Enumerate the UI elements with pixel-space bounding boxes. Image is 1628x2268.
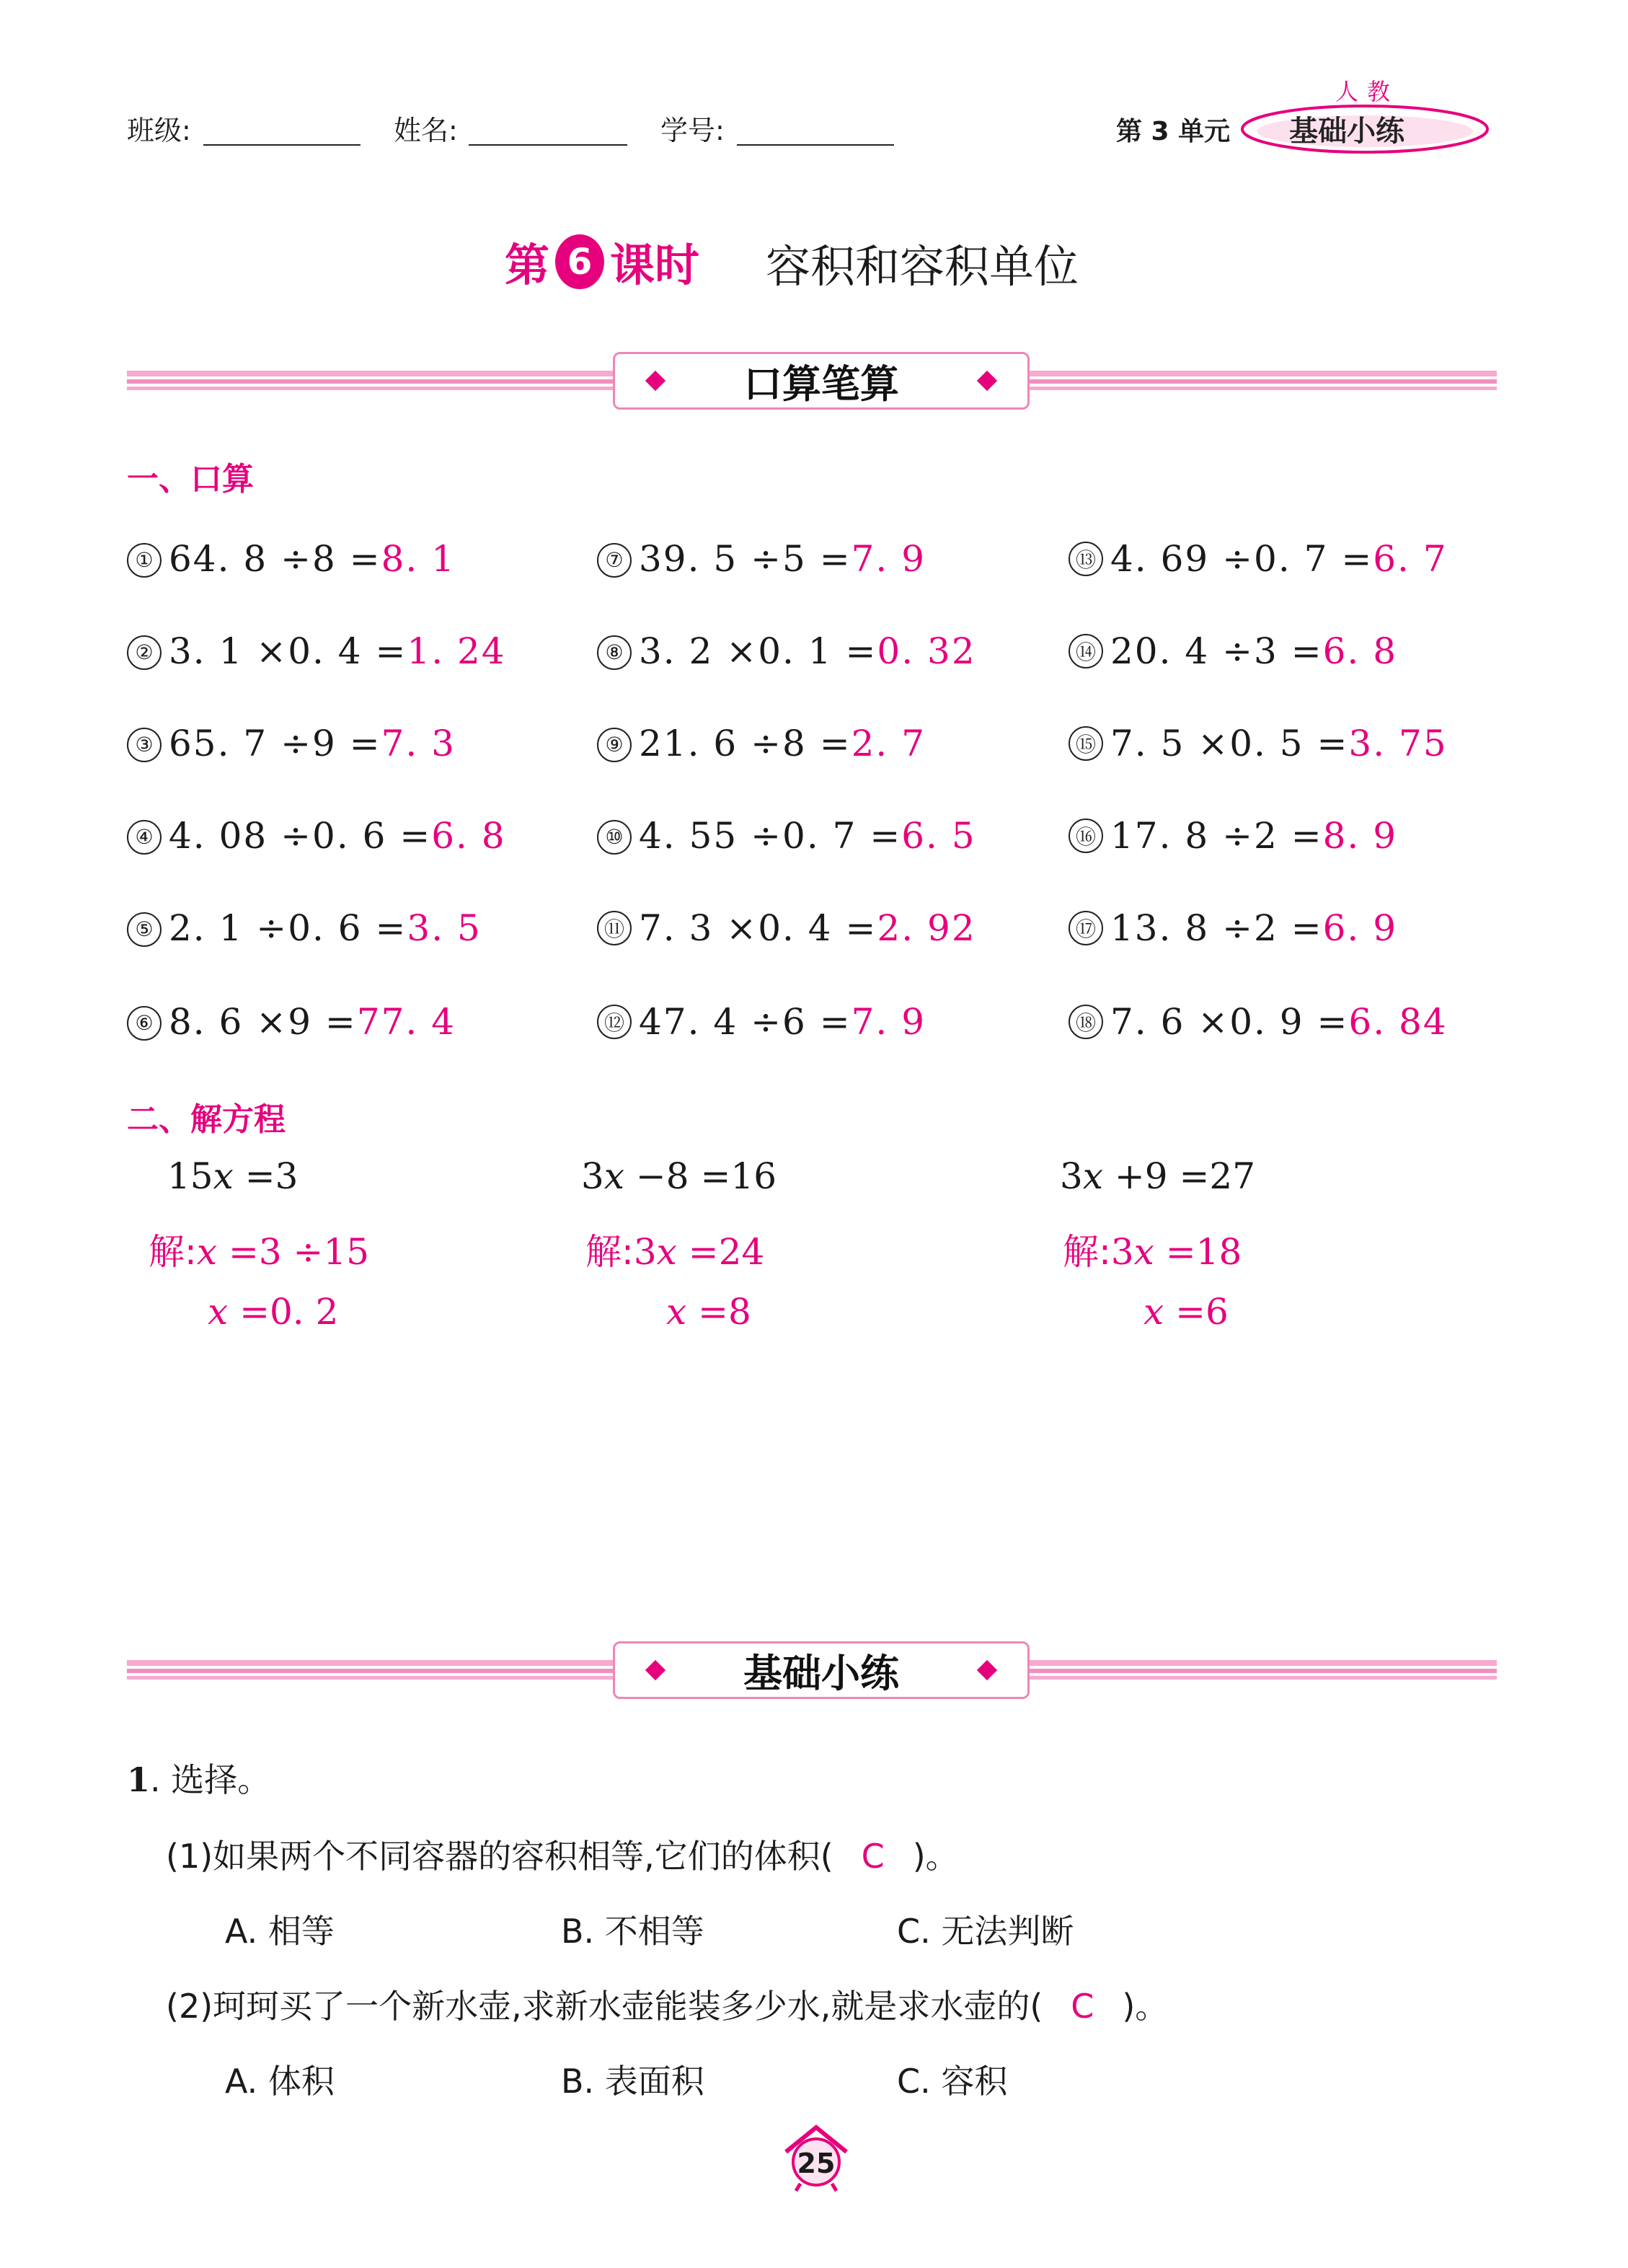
calc-answer: 2. 92 xyxy=(877,907,976,949)
calc-answer: 1. 24 xyxy=(407,630,506,672)
calc-item: ④ 4. 08 ÷0. 6 =6. 8 xyxy=(127,815,506,857)
oral-calc-heading: 一、口算 xyxy=(127,461,254,498)
diamond-icon xyxy=(645,371,665,391)
calc-item: ⑩ 4. 55 ÷0. 7 =6. 5 xyxy=(597,815,976,857)
calc-item: ⑨ 21. 6 ÷8 =2. 7 xyxy=(597,723,926,764)
diamond-icon xyxy=(645,1660,665,1680)
lesson-suffix: 课时 xyxy=(610,239,700,291)
lesson-prefix: 第 xyxy=(505,239,550,291)
section-banner-2 xyxy=(613,1641,1030,1699)
calc-answer: 2. 7 xyxy=(851,723,926,764)
calc-answer: 8. 9 xyxy=(1322,815,1398,857)
option-b[interactable]: B. 不相等 xyxy=(561,1912,704,1951)
calc-answer: 6. 7 xyxy=(1373,538,1448,580)
calc-item: ⑤ 2. 1 ÷0. 6 =3. 5 xyxy=(127,907,482,949)
option-b[interactable]: B. 表面积 xyxy=(561,2062,704,2101)
section-title: 基础小练 xyxy=(743,1650,899,1696)
calc-item: ⑰ 13. 8 ÷2 =6. 9 xyxy=(1069,907,1397,949)
unit-label: 第 3 单元 xyxy=(1116,117,1231,146)
brand-main: 基础小练 xyxy=(1289,115,1404,148)
id-field[interactable] xyxy=(737,112,894,146)
equation: 3x +9 =27 xyxy=(1060,1155,1256,1197)
name-field[interactable] xyxy=(469,112,627,146)
calc-item: ⑯ 17. 8 ÷2 =8. 9 xyxy=(1069,815,1397,857)
calc-item: ⑧ 3. 2 ×0. 1 =0. 32 xyxy=(597,630,976,672)
calc-item: ⑮ 7. 5 ×0. 5 =3. 75 xyxy=(1069,723,1448,764)
diamond-icon xyxy=(977,1660,997,1680)
calc-answer: 6. 84 xyxy=(1348,1001,1448,1043)
solution-result: x =8 xyxy=(666,1291,751,1333)
calc-answer: 8. 1 xyxy=(381,538,456,580)
solution-step: 解:3x =24 xyxy=(585,1231,765,1273)
lesson-number-badge: 6 xyxy=(555,234,604,289)
section-title: 口算笔算 xyxy=(743,361,899,407)
sub-question-1: (1)如果两个不同容器的容积相等,它们的体积( C )。 xyxy=(166,1837,959,1876)
calc-item: ② 3. 1 ×0. 4 =1. 24 xyxy=(127,630,506,672)
calc-item: ⑭ 20. 4 ÷3 =6. 8 xyxy=(1069,630,1397,672)
calc-answer: 6. 8 xyxy=(1322,630,1398,672)
calc-item: ⑦ 39. 5 ÷5 =7. 9 xyxy=(597,538,926,580)
calc-answer: 0. 32 xyxy=(877,630,976,672)
calc-item: ⑬ 4. 69 ÷0. 7 =6. 7 xyxy=(1069,538,1448,580)
solution-result: x =0. 2 xyxy=(208,1291,339,1333)
option-c[interactable]: C. 容积 xyxy=(897,2062,1008,2101)
name-label: 姓名: xyxy=(394,115,458,146)
answer-blank[interactable]: C xyxy=(861,1837,885,1876)
calc-answer: 77. 4 xyxy=(356,1001,456,1043)
calc-answer: 7. 9 xyxy=(851,1001,926,1043)
option-a[interactable]: A. 相等 xyxy=(225,1912,335,1951)
answer-blank[interactable]: C xyxy=(1071,1987,1094,2026)
equation: 3x −8 =16 xyxy=(581,1155,777,1197)
calc-item: ③ 65. 7 ÷9 =7. 3 xyxy=(127,723,456,764)
calc-answer: 3. 5 xyxy=(407,907,482,949)
sub-question-2: (2)珂珂买了一个新水壶,求新水壶能装多少水,就是求水壶的( C )。 xyxy=(166,1987,1169,2026)
option-a[interactable]: A. 体积 xyxy=(225,2062,335,2101)
class-field[interactable] xyxy=(203,112,360,146)
calc-item: ⑪ 7. 3 ×0. 4 =2. 92 xyxy=(597,907,976,949)
calc-item: ⑫ 47. 4 ÷6 =7. 9 xyxy=(597,1001,926,1043)
class-label: 班级: xyxy=(127,115,191,146)
calc-answer: 6. 9 xyxy=(1322,907,1398,949)
section-banner-1 xyxy=(613,352,1030,410)
brand-top: 人教 xyxy=(1335,78,1399,105)
calc-answer: 3. 75 xyxy=(1348,723,1448,764)
solution-step: 解:x =3 ÷15 xyxy=(149,1231,370,1273)
calc-answer: 7. 3 xyxy=(381,723,456,764)
equation-heading: 二、解方程 xyxy=(127,1101,286,1138)
id-label: 学号: xyxy=(660,115,725,146)
page-title: 容积和容积单位 xyxy=(766,240,1079,293)
calc-item: ⑱ 7. 6 ×0. 9 =6. 84 xyxy=(1069,1001,1448,1043)
question-1-heading: 1. 选择。 xyxy=(127,1760,271,1799)
calc-item: ⑥ 8. 6 ×9 =77. 4 xyxy=(127,1001,456,1043)
calc-item: ① 64. 8 ÷8 =8. 1 xyxy=(127,538,456,580)
solution-result: x =6 xyxy=(1143,1291,1229,1333)
lesson-number xyxy=(505,229,699,294)
diamond-icon xyxy=(977,371,997,391)
equation: 15x =3 xyxy=(167,1155,298,1197)
calc-answer: 6. 5 xyxy=(901,815,976,857)
solution-step: 解:3x =18 xyxy=(1063,1231,1242,1273)
option-c[interactable]: C. 无法判断 xyxy=(897,1912,1074,1951)
calc-answer: 6. 8 xyxy=(431,815,506,857)
calc-answer: 7. 9 xyxy=(851,538,926,580)
page-number: 25 xyxy=(782,2123,851,2192)
